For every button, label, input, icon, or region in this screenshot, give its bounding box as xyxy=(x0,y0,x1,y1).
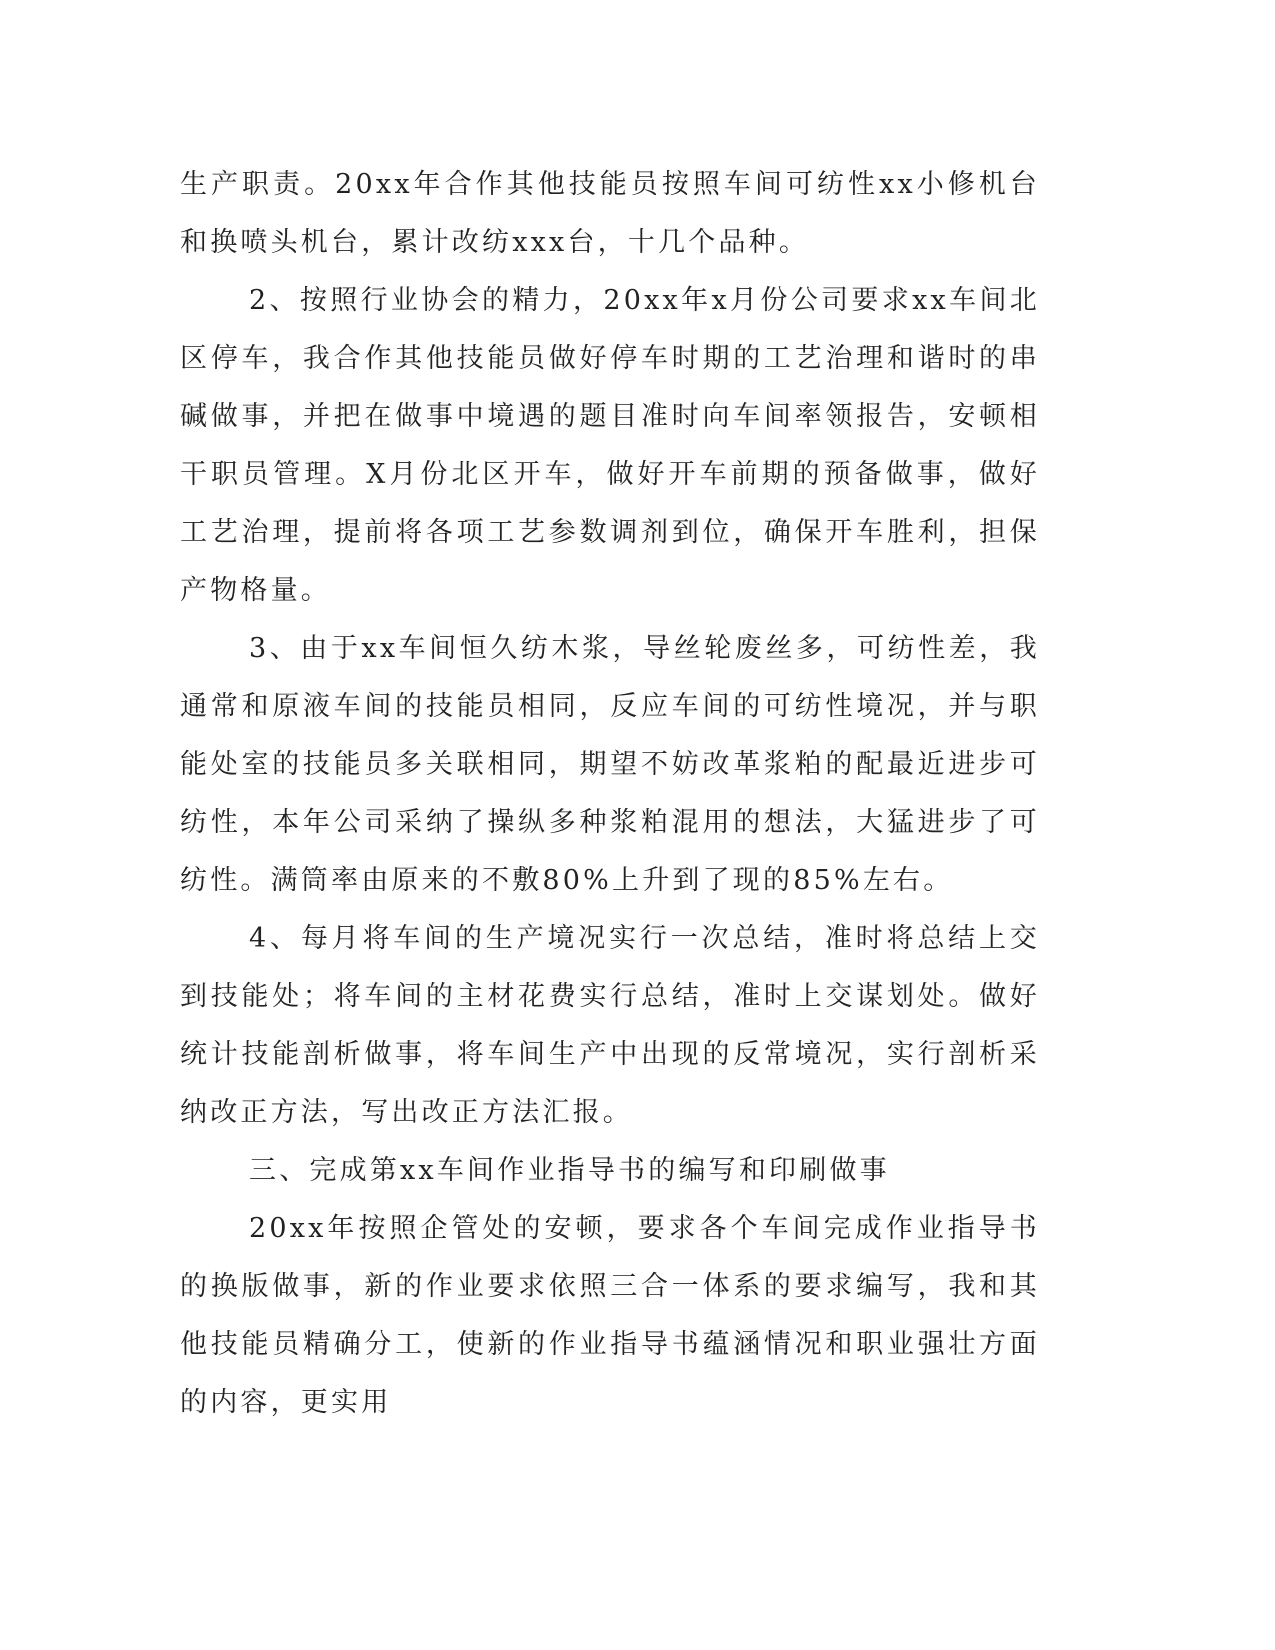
paragraph-5: 20xx年按照企管处的安顿，要求各个车间完成作业指导书的换版做事，新的作业要求依照三合一体系的要求编写，我和其他技能员精确分工，使新的作业指导书蕴涵情况和职业强壮方面的内容，更实用 xyxy=(180,1213,1040,1418)
paragraph-2: 2、按照行业协会的精力，20xx年x月份公司要求xx车间北区停车，我合作其他技能员做好停车时期的工艺治理和谐时的串碱做事，并把在做事中境遇的题目准时向车间率领报告，安顿相干职员管理。X月份北区开车，做好开车前期的预备做事，做好工艺治理，提前将各项工艺参数调剂到位，确保开车胜利，担保产物格量。 xyxy=(180,285,1040,606)
paragraph-3: 3、由于xx车间恒久纺木浆，导丝轮废丝多，可纺性差，我通常和原液车间的技能员相同，反应车间的可纺性境况，并与职能处室的技能员多关联相同，期望不妨改革浆粕的配最近进步可纺性，本年公司采纳了操纵多种浆粕混用的想法，大猛进步了可纺性。满筒率由原来的不敷80%上升到了现的85%左右。 xyxy=(180,633,1040,896)
paragraph-4: 4、每月将车间的生产境况实行一次总结，准时将总结上交到技能处；将车间的主材花费实行总结，准时上交谋划处。做好统计技能剖析做事，将车间生产中出现的反常境况，实行剖析采纳改正方法，写出改正方法汇报。 xyxy=(180,923,1040,1128)
paragraph-1: 生产职责。20xx年合作其他技能员按照车间可纺性xx小修机台和换喷头机台，累计改纺xxx台，十几个品种。 xyxy=(180,169,1040,258)
section-heading: 三、完成第xx车间作业指导书的编写和印刷做事 xyxy=(249,1155,890,1186)
body-text xyxy=(180,156,1040,1432)
